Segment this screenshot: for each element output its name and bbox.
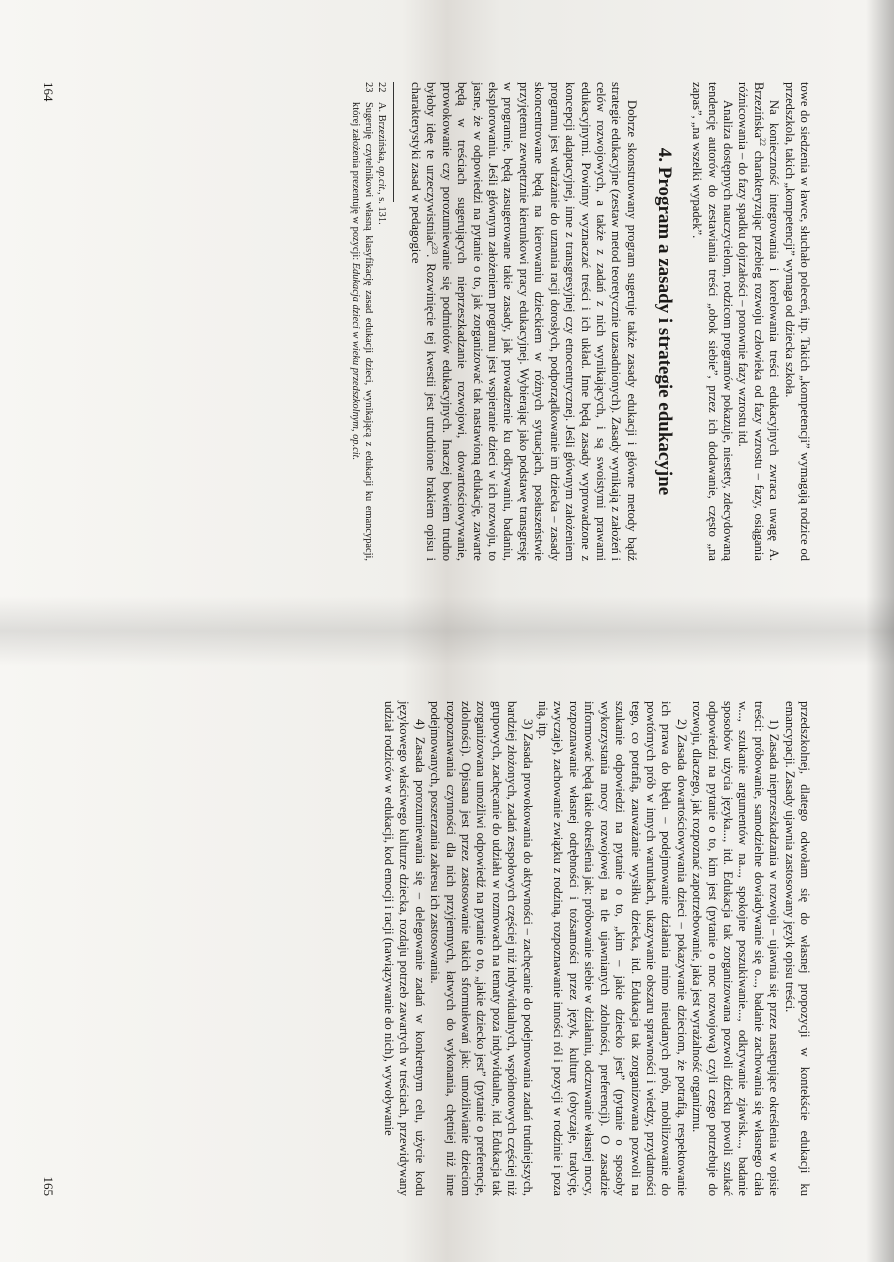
left-paragraph-2-text: Na konieczność integrowania i korelowania treści edukacyjnych zwraca uwagę A. Brzezińska bbox=[751, 82, 782, 561]
section-heading: 4. Program a zasady i strategie edukacyjne bbox=[653, 147, 675, 496]
left-paragraph-1: towe do siedzenia w ławce, słuchało poleceń, itp. Takich „kompetencji” wymagają rodzice od przedszkola, takich „kompetencji” wymaga od dziecka szkoła. bbox=[782, 82, 812, 561]
left-paragraph-4-text: Dobrze skonstruowany program sugeruje także zasady edukacji i główne metody bądź strategie edukacyjne (zestaw metod teoretycznie uzasadnionych). Zasady wynikają z założeń i celów rozwojowych, a także z zadań z nich wynikających, i są swoistymi prawami edukacyjnymi. Powinny wyznaczać treści i ich układ. Inne będą zasady wyprowadzone z koncepcji adaptacyjnej, inne z transgresyjnej czy etnocentrycznej. Jeśli głównym założeniem programu jest wdrażanie do uznania racji dorosłych, podporządkowanie im dziecka – zasady skoncentrowane będą na kierowaniu dzieckiem w różnych sytuacjach, posłuszeństwie przyjętemu zewnętrznie kierunkowi pracy edukacyjnej. Wybierając jako podstawę transgresję w programie, będą zasugerowane takie zasady, jak prowadzenie ku odkrywaniu, badaniu, eksplorowaniu. Jeśli głównym założeniem programu jest wspieranie dzieci w ich rozwoju, to jasne, że w odpowiedzi na pytanie o to, jak zorganizować tak nastawioną edukację, zawarte będą w treściach sugerujących nieprzeszkadzanie rozwojowi, dowartościowywanie, prowokowanie czy porozumiewanie się podmiotów edukacyjnych. Inaczej bowiem trudno byłoby ideę te urzeczywistniać bbox=[424, 82, 639, 561]
footnote-23-text bbox=[349, 102, 374, 561]
footnote-23-number: 23 bbox=[363, 82, 375, 93]
left-paragraph-2-tail: charakteryzując przebieg rozwoju człowieka od fazy wzrostu – fazy, osiągania różnicowania – do fazy spadku dojrzałości – ponownie fazy wzrostu itd. bbox=[736, 82, 766, 561]
left-paragraph-2 bbox=[735, 82, 781, 561]
footnote-22-author: A. Brzezińska, bbox=[375, 102, 387, 167]
footnote-22-page: , s. 131. bbox=[375, 192, 387, 225]
footnote-23 bbox=[349, 82, 374, 561]
right-paragraph-5: 4) Zasada porozumiewania się – delegowanie zadań w konkretnym celu, użycie kodu językowego właściwego kulturze dziecka, rozdaju potrzeb zawartych w treściach, przewidywany udział rodziców w edukacji, kod emocji i racji (nawiązywanie do nich), wywoływanie bbox=[382, 701, 427, 1196]
right-paragraph-1: przedszkolnej, dlatego odwołam się do własnej propozycji w kontekście edukacji ku emancypacji. Zasady ujawnia zastosowany język opisu treści. bbox=[782, 701, 812, 1196]
footnote-ref-23: 23 bbox=[430, 246, 440, 255]
left-paragraph-3: Analiza dostępnych nauczycielom, rodzicom programów pokazuje, niestety, zdecydowaną tendencję autorów do zestawiania treści „obok siebie”, przez ich dodawanie, często „na zapas”, „na wszelki wypadek”. bbox=[690, 82, 735, 561]
footnote-22 bbox=[374, 82, 387, 561]
right-paragraph-3: 2) Zasada dowartościowywania dzieci – pokazywanie dzieciom, że potrafią, respektowanie ich prawa do błędu – podejmowanie działania mimo nieudanych prób, mobilizowanie do powtórnych prób w innych warunkach, ukazywanie obszaru sprawności i wiedzy, przydatności tego, co potrafią, zauważanie wysiłku dziecka, itd. Edukacja tak zorganizowana pozwoli na szukanie odpowiedzi na pytanie o to, „kim – jakie dziecko jest” (pytanie o sposoby wykorzystania mocy rozwojowej na tle ujawnianych zdolności, preferencji). O zasadzie informować będą takie określenia jak: próbowanie siebie w działaniu, odczuwanie własnej mocy, rozpoznawanie własnej odrębności i tożsamości przez język, kulturę (obyczaje, tradycję, zwyczaje), zachowanie związku z rodziną, rozpoznawanie inności ról i pozycji w rodzinie i poza nią, itp. bbox=[536, 701, 689, 1196]
right-paragraph-2: 1) Zasada nieprzeszkadzania w rozwoju – ujawnia się przez następujące określenia w opisie treści: próbowanie, samodzielne dowiadywanie się o..., badanie zachowania się własnego ciała w..., szukanie argumentów na..., spokojne poszukiwanie..., odkrywanie zjawisk..., badanie sposobów użycia języka..., itd. Edukacja tak zorganizowana pozwoli dziecku powoli szukać odpowiedzi na pytanie o to, kim jest (pytanie o moc rozwojową) czyli czego potrzebuje do rozwoju, dlaczego, jak rozpoznać zapotrzebowanie, jaka jest wyrażalność organizmu. bbox=[690, 701, 782, 1196]
page-right bbox=[0, 631, 894, 1262]
scan-edge-shadow bbox=[866, 0, 894, 1262]
footnotes bbox=[349, 82, 387, 561]
footnote-ref-22: 22 bbox=[757, 137, 767, 146]
footnote-22-text bbox=[374, 102, 387, 561]
page-number-right: 165 bbox=[41, 1176, 56, 1196]
footnote-23-title: Edukacja dzieci w wieku przedszkolnym, op.cit. bbox=[350, 262, 362, 461]
footnote-divider bbox=[393, 82, 394, 202]
left-paragraph-4 bbox=[408, 82, 639, 561]
footnote-22-number: 22 bbox=[375, 82, 387, 93]
right-paragraph-4: 3) Zasada prowokowania do aktywności – zachęcanie do podejmowania zadań trudniejszych, bardziej złożonych, zadań zespołowych częściej niż indywidualnych, współnotowych częściej niż grupowych, zachęcanie do udziału w rozmowach na tematy poza indywidualne, itd. Edukacja tak zorganizowana umożliwi odpowiedź na pytanie o to, „jakie dziecko jest” (pytanie o preferencje, zdolności). Opisana jest przez zastosowanie takich sformułowań jak: umożliwianie dzieciom rozpoznawania czynności dla nich przyjemnych, łatwych do wykonania, chętniej niż inne podejmowanych, poszerzania zakresu ich zastosowania. bbox=[428, 701, 535, 1196]
page-number-left: 164 bbox=[41, 82, 56, 102]
left-paragraph-4-tail: . Rozwinięcie tej kwestii jest utrudnione brakiem opisu i charakterystyki zasad w pedagogice bbox=[409, 82, 439, 561]
footnote-22-opcit: op.cit. bbox=[375, 166, 387, 193]
footnote-23-body: Sugeruję czytelnikowi własną klasyfikację zasad edukacji dzieci, wynikającą z edukacji ku emancypacji, której założenia prezentuję w pozycji: bbox=[350, 102, 375, 561]
